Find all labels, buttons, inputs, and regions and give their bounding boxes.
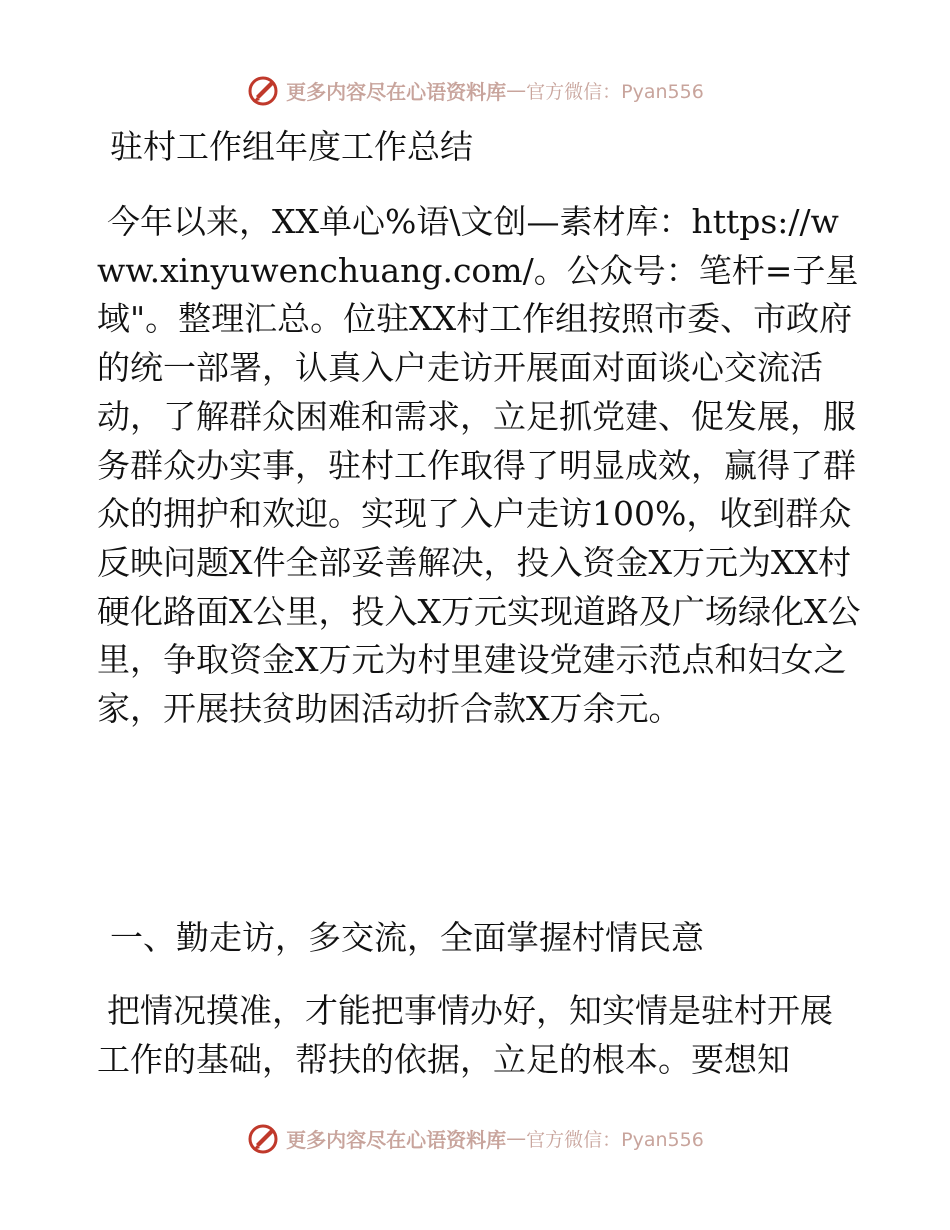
- document-title: 驻村工作组年度工作总结: [110, 127, 473, 166]
- banner-wechat-info: 官方微信：Pyan556: [526, 1128, 704, 1151]
- header-watermark-banner: [0, 70, 950, 110]
- brand-logo-icon: [246, 1120, 282, 1156]
- banner-separator: —: [506, 78, 527, 102]
- banner-brand-text: 更多内容尽在心语资料库: [286, 79, 507, 104]
- banner-wechat-info: 官方微信：Pyan556: [526, 80, 704, 103]
- brand-logo-icon: [246, 72, 282, 108]
- footer-watermark-banner: [0, 1118, 950, 1158]
- section-heading-1: 一、勤走访，多交流，全面掌握村情民意: [110, 918, 704, 957]
- banner-separator: —: [506, 1126, 527, 1150]
- body-paragraph-2: 把情况摸准，才能把事情办好，知实情是驻村开展工作的基础，帮扶的依据，立足的根本。要想知: [97, 991, 833, 1079]
- body-paragraph-1: 今年以来，XX单心%语\文创—素材库：https://www.xinyuwenchuang.com/。公众号：笔杆=子星域"。整理汇总。位驻XX村工作组按照市委、市政府的统一部署，认真入户走访开展面对面谈心交流活动，了解群众困难和需求，立足抓党建、促发展，服务群众办实事，驻村工作取得了明显成效，赢得了群众的拥护和欢迎。实现了入户走访100%，收到群众反映问题X件全部妥善解决，投入资金X万元为XX村硬化路面X公里，投入X万元实现道路及广场绿化X公里，争取资金X万元为村里建设党建示范点和妇女之家，开展扶贫助困活动折合款X万余元。: [97, 202, 861, 729]
- banner-brand-text: 更多内容尽在心语资料库: [286, 1127, 507, 1152]
